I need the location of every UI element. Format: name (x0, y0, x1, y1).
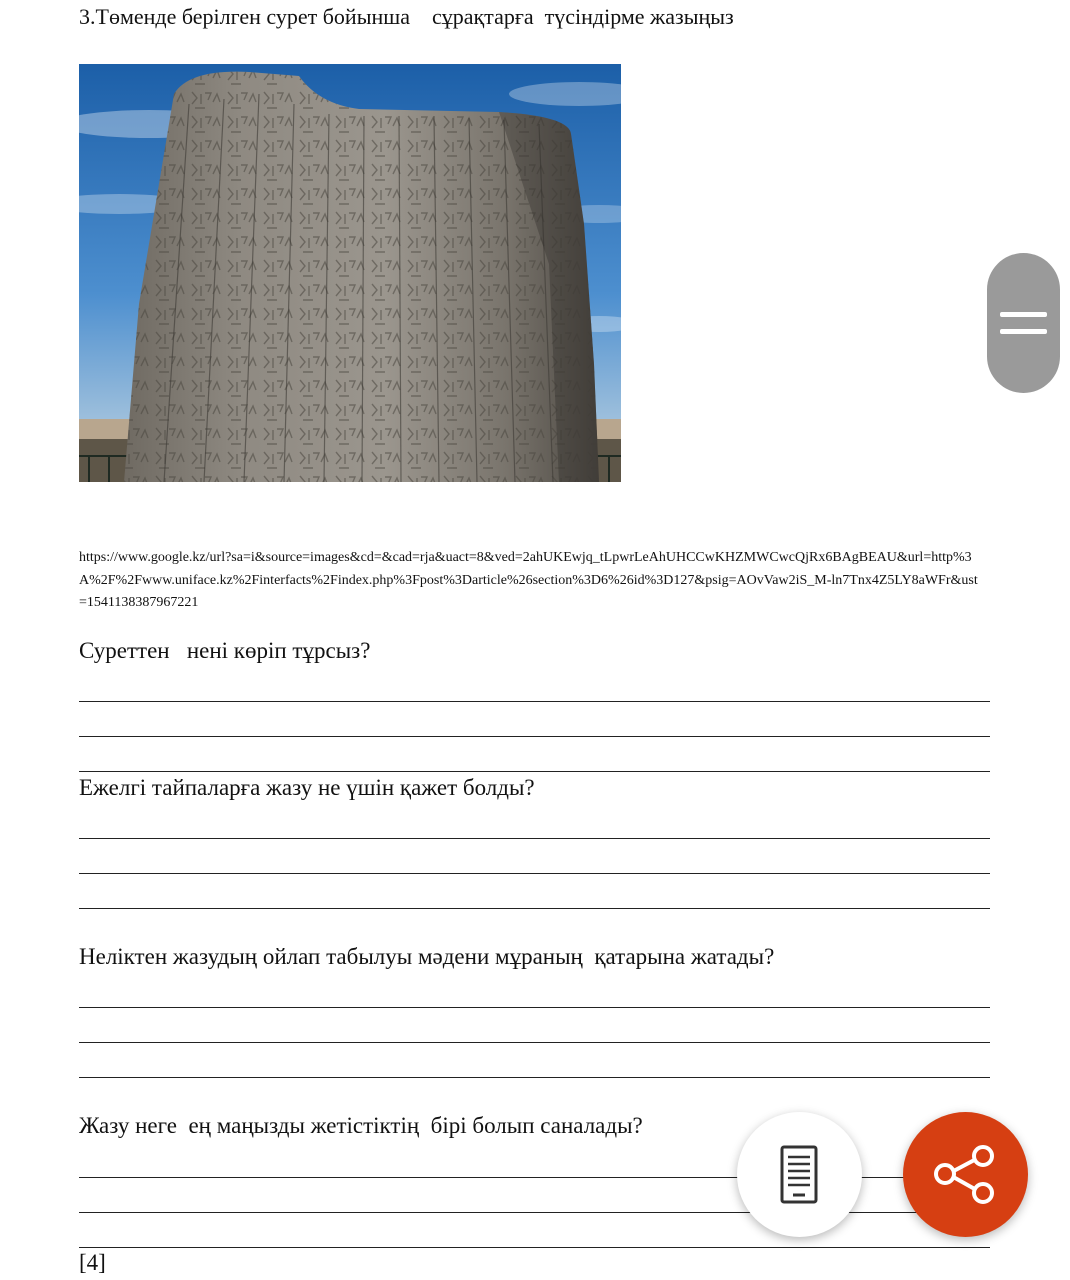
drag-handle-icon (1000, 329, 1047, 334)
question-2: Ежелгі тайпаларға жазу не үшін қажет болды? (79, 775, 535, 800)
answer-line[interactable] (79, 701, 990, 702)
drag-handle-icon (1000, 312, 1047, 317)
answer-line[interactable] (79, 1247, 990, 1248)
answer-line[interactable] (79, 771, 990, 772)
answer-line[interactable] (79, 1007, 990, 1008)
share-button[interactable] (903, 1112, 1028, 1237)
stele-image (79, 64, 621, 482)
page-title: 3.Төменде берілген сурет бойынша сұрақтарға түсіндірме жазыңыз (79, 4, 734, 29)
document-reader-icon (737, 1112, 862, 1237)
answer-line[interactable] (79, 1042, 990, 1043)
scroll-handle[interactable] (987, 253, 1060, 393)
answer-line[interactable] (79, 838, 990, 839)
question-3: Неліктен жазудың ойлап табылуы мәдени мұраның қатарына жатады? (79, 944, 775, 969)
share-icon (903, 1112, 1028, 1237)
reader-mode-button[interactable] (737, 1112, 862, 1237)
answer-line[interactable] (79, 873, 990, 874)
answer-line[interactable] (79, 1077, 990, 1078)
question-4: Жазу неге ең маңызды жетістіктің бірі болып саналады? (79, 1113, 643, 1138)
stele-photo (79, 64, 621, 482)
question-1: Суреттен нені көріп тұрсыз? (79, 638, 371, 663)
marks-label: [4] (79, 1250, 106, 1275)
source-url[interactable]: https://www.google.kz/url?sa=i&source=images&cd=&cad=rja&uact=8&ved=2ahUKEwjq_tLpwrLeAhUHCCwKHZMWCwcQjRx6BAgBEAU&url=http%3A%2F%2Fwww.uniface.kz%2Finterfacts%2Findex.php%3Fpost%3Darticle%26section%3D6%26id%3D127&psig=AOvVaw2iS_M-ln7Tnx4Z5LY8aWFr&ust=1541138387967221 (79, 550, 978, 610)
answer-line[interactable] (79, 908, 990, 909)
answer-line[interactable] (79, 736, 990, 737)
